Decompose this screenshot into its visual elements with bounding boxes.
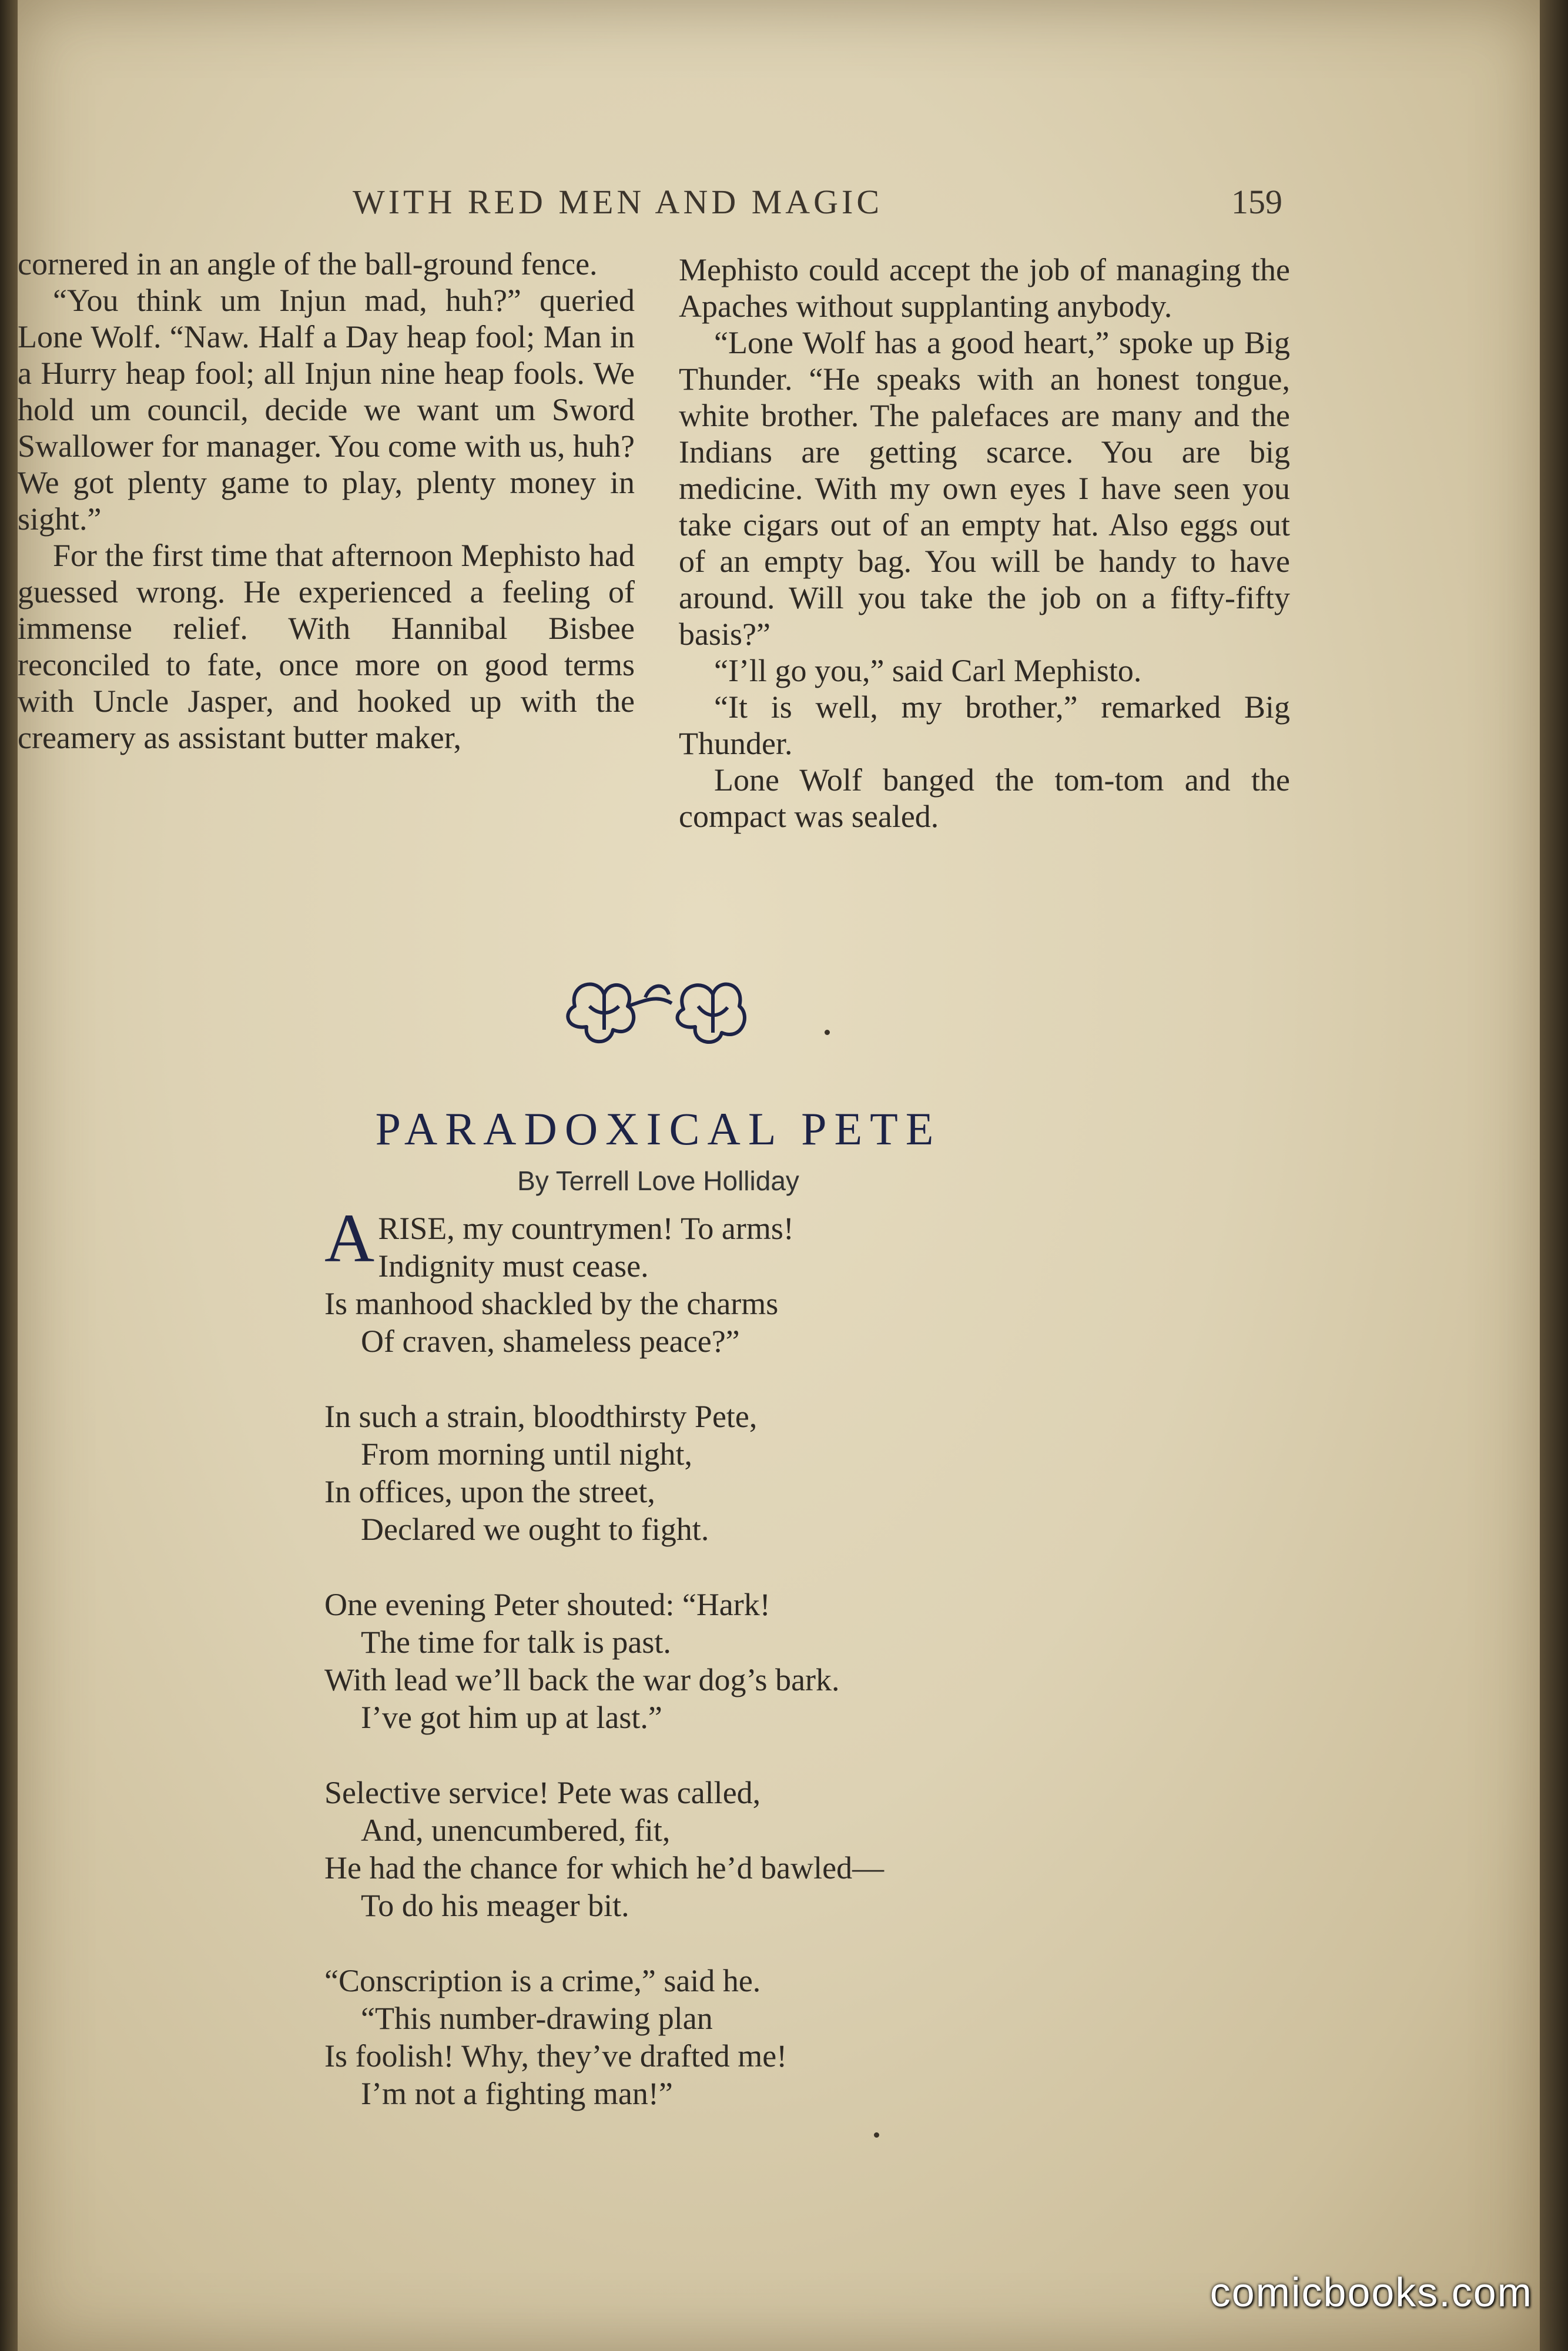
poem-title: PARADOXICAL PETE xyxy=(375,1103,942,1154)
page-outer-edge xyxy=(1540,0,1568,2351)
drop-cap: A xyxy=(324,1200,375,1277)
poem-body xyxy=(324,1200,1147,2150)
poem-line: From morning until night, xyxy=(361,1436,693,1472)
poem-stanza xyxy=(324,1398,1147,1548)
poem-line: I’ve got him up at last.” xyxy=(361,1700,662,1735)
paragraph: Lone Wolf banged the tom-tom and the compact was sealed. xyxy=(679,762,1290,834)
speck xyxy=(825,1030,830,1035)
left-text-column xyxy=(18,246,635,756)
site-watermark: comicbooks.com xyxy=(1209,2269,1533,2315)
paragraph: “You think um Injun mad, huh?” queried Lone Wolf. “Naw. Half a Day heap fool; Man in a Hurry heap fool; all Injun nine heap fools. We hold um council, decide we want um Sword Swallower for manager. You come with us, huh? We got plenty game to play, plenty money in sight.” xyxy=(18,283,635,537)
poem-line: To do his meager bit. xyxy=(361,1888,629,1923)
paragraph: “Lone Wolf has a good heart,” spoke up Big Thunder. “He speaks with an honest tongue, white brother. The palefaces are many and the Indians are getting scarce. You are big medicine. With my own eyes I have seen you take cigars out of an empty hat. Also eggs out of an empty bag. You will be handy to have around. Will you take the job on a fifty-fifty basis?” xyxy=(679,325,1290,652)
poem-line: With lead we’ll back the war dog’s bark. xyxy=(324,1662,840,1697)
right-text-column xyxy=(679,252,1290,835)
poem-line: Is foolish! Why, they’ve drafted me! xyxy=(324,2038,788,2074)
paragraph: cornered in an angle of the ball-ground fence. xyxy=(18,246,598,282)
poem-line: He had the chance for which he’d bawled— xyxy=(324,1850,884,1886)
paragraph: For the first time that afternoon Mephisto had guessed wrong. He experienced a feeling of immense relief. With Hannibal Bisbee reconciled to fate, once more on good terms with Uncle Jasper, and hooked up with the creamery as assistant butter maker, xyxy=(18,538,635,755)
poem-line: Declared we ought to fight. xyxy=(361,1512,709,1547)
paragraph: “I’ll go you,” said Carl Mephisto. xyxy=(714,653,1142,688)
floral-ornament-icon xyxy=(563,971,754,1050)
poem-line: “Conscription is a crime,” said he. xyxy=(324,1963,761,1998)
poem-line: Selective service! Pete was called, xyxy=(324,1775,761,1810)
poem-stanza xyxy=(324,1586,1147,1736)
running-header: WITH RED MEN AND MAGIC xyxy=(353,183,883,221)
page-number: 159 xyxy=(1231,183,1282,221)
poem-line: And, unencumbered, fit, xyxy=(361,1813,671,1848)
poem-line: I’m not a fighting man!” xyxy=(361,2076,673,2111)
poem-line: One evening Peter shouted: “Hark! xyxy=(324,1587,770,1622)
poem-line: Indignity must cease. xyxy=(378,1248,649,1284)
poem-line: “This number-drawing plan xyxy=(361,2001,713,2036)
page-binding-edge xyxy=(0,0,20,2351)
poem-stanza xyxy=(324,1962,1147,2112)
paragraph: Mephisto could accept the job of managing the Apaches without supplanting anybody. xyxy=(679,252,1290,324)
paragraph: “It is well, my brother,” remarked Big Thunder. xyxy=(679,689,1290,761)
poem-line-text: RISE, my countrymen! To arms! xyxy=(378,1211,794,1246)
poem-line: Of craven, shameless peace?” xyxy=(361,1324,740,1359)
poem-stanza xyxy=(324,1200,1147,1360)
poem-stanza xyxy=(324,1774,1147,1924)
poem-line: In such a strain, bloodthirsty Pete, xyxy=(324,1399,758,1434)
speck xyxy=(874,2132,879,2138)
poem-byline: By Terrell Love Holliday xyxy=(517,1166,799,1196)
poem-line: Is manhood shackled by the charms xyxy=(324,1286,779,1321)
poem-line: In offices, upon the street, xyxy=(324,1474,655,1509)
poem-line: The time for talk is past. xyxy=(361,1625,671,1660)
